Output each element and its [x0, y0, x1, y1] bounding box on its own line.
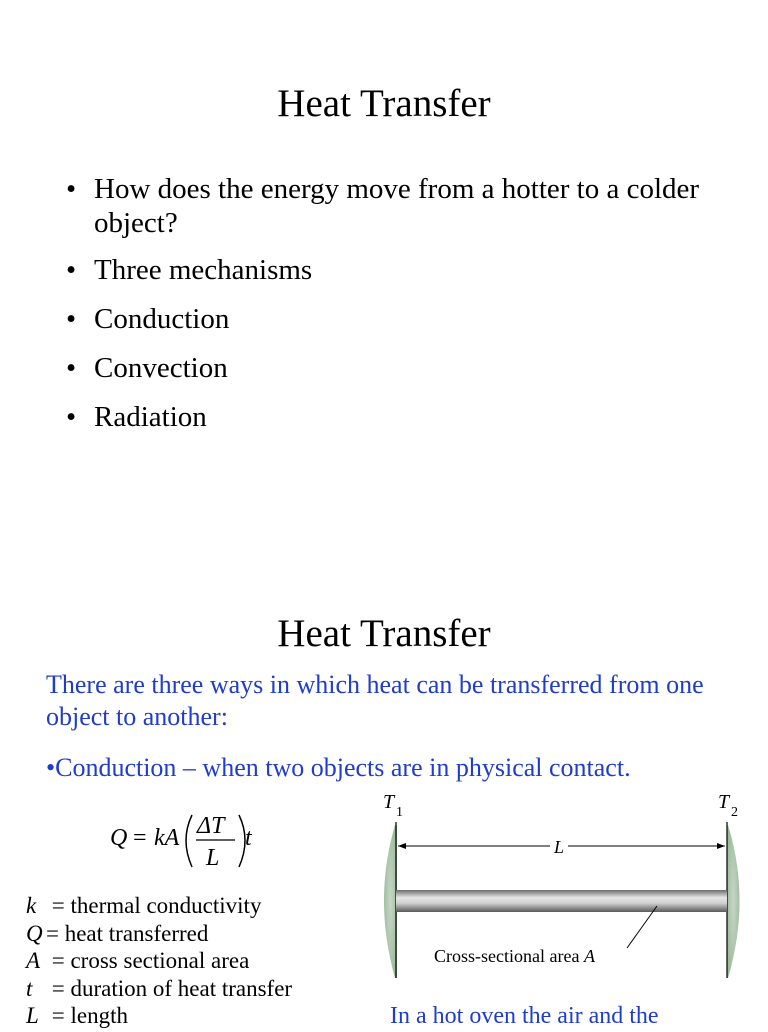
bullet-item: • Radiation [64, 400, 744, 434]
intro-text: There are three ways in which heat can be transferred from one object to another: [46, 670, 704, 731]
definition-symbol: t [26, 975, 33, 1001]
definition-item [26, 892, 292, 920]
definition-symbol: A [26, 948, 41, 973]
definition-text: = length [46, 1003, 128, 1028]
bullet-item: • How does the energy move from a hotter to a colder object? [64, 172, 744, 240]
conducting-rod [396, 890, 727, 912]
formula-q: Q [110, 825, 128, 851]
t1-subscript: 1 [396, 805, 403, 820]
bullet-item: • Convection [64, 351, 744, 385]
t2-subscript: 2 [731, 805, 738, 820]
formula-numerator: ΔT [197, 813, 225, 839]
conduction-rod-diagram [365, 790, 765, 990]
definition-item [26, 975, 292, 1003]
formula-t: t [245, 825, 252, 851]
definition-text: = thermal conductivity [46, 893, 262, 918]
definition-item [26, 947, 292, 975]
arrowhead-right [717, 843, 725, 849]
hot-wall [384, 825, 397, 978]
t1-label: T [383, 791, 395, 813]
definition-symbol: k [26, 893, 37, 918]
slide2-title: Heat Transfer [277, 612, 491, 655]
definition-symbol: Q [26, 920, 43, 946]
definition-item [26, 1002, 292, 1030]
formula-equals: = [133, 825, 147, 851]
slide1-bullet-list [64, 172, 744, 449]
conduction-definition: •Conduction – when two objects are in physical contact. [46, 753, 631, 782]
formula-left-paren [186, 815, 192, 867]
t2-label: T [718, 791, 730, 813]
slide1-title: Heat Transfer [277, 82, 491, 125]
length-label: L [554, 837, 565, 857]
formula-denominator: L [206, 845, 220, 871]
formula-ka: kA [154, 825, 180, 851]
bullet-item: • Conduction [64, 302, 744, 336]
area-label: Cross-sectional area A [434, 946, 595, 966]
conduction-formula [100, 795, 300, 885]
bullet-item: • Three mechanisms [64, 253, 744, 287]
oven-example-text: In a hot oven the air and the [390, 1003, 659, 1029]
definition-item [26, 920, 292, 948]
area-leader-line [627, 906, 657, 948]
variable-definitions [26, 892, 292, 1030]
definition-symbol: L [26, 1003, 39, 1028]
cold-wall [727, 825, 740, 978]
definition-text: = cross sectional area [46, 948, 250, 973]
definition-text: = duration of heat transfer [46, 975, 293, 1001]
definition-text: = heat transferred [46, 920, 209, 946]
arrowhead-left [398, 843, 406, 849]
